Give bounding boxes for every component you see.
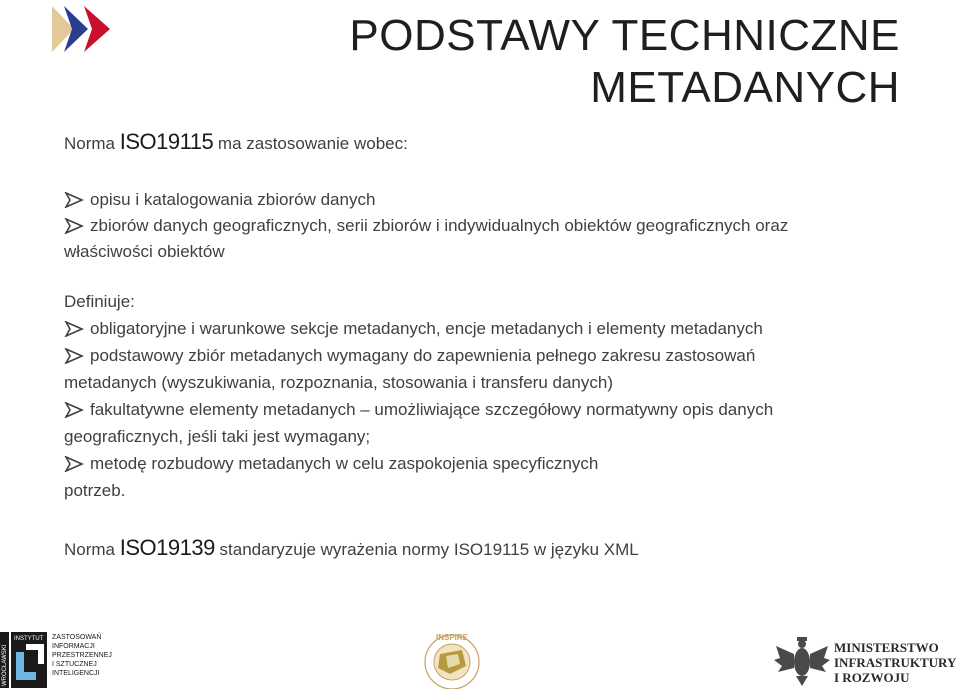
standard-iso19115: ISO19115 [119,129,214,154]
title-line-1: PODSTAWY TECHNICZNE [349,11,900,60]
svg-text:I SZTUCZNEJ: I SZTUCZNEJ [52,661,97,668]
svg-text:INTELIGENCJI: INTELIGENCJI [52,670,100,677]
arrow-bullet-icon [64,218,84,234]
ministry-logo [774,637,957,686]
svg-text:MINISTERSTWO: MINISTERSTWO [834,640,939,655]
list-item-continuation: geograficznych, jeśli taki jest wymagany; [64,427,371,446]
page-title [349,10,900,114]
arrow-bullet-icon [64,348,84,364]
arrow-bullet-icon [64,321,84,337]
list-item: zbiorów danych geograficznych, serii zbiorów i indywidualnych obiektów geograficznych oraz [64,215,788,237]
list-item: fakultatywne elementy metadanych – umożliwiające szczegółowy normatywny opis danych [64,399,773,421]
svg-text:INFORMACJI: INFORMACJI [52,643,95,650]
svg-text:ZASTOSOWAŃ: ZASTOSOWAŃ [52,634,102,641]
inspire-logo [425,633,479,689]
svg-text:INSTYTUT: INSTYTUT [14,636,44,642]
svg-text:PRZESTRZENNEJ: PRZESTRZENNEJ [52,652,112,659]
defines-label: Definiuje: [64,292,135,311]
svg-text:INFRASTRUKTURY: INFRASTRUKTURY [834,655,957,670]
list-item: metodę rozbudowy metadanych w celu zaspokojenia specyficznych [64,453,598,475]
list-item-continuation: właściwości obiektów [64,242,225,261]
intro-line: Norma ISO19115 ma zastosowanie wobec: [64,129,408,154]
institute-logo [0,632,112,688]
footer-logos [0,624,960,689]
list-item-continuation: metadanych (wyszukiwania, rozpoznania, stosowania i transferu danych) [64,373,613,392]
svg-text:WROCŁAWSKI: WROCŁAWSKI [2,644,8,686]
standard-iso19139: ISO19139 [119,535,215,560]
arrow-bullet-icon [64,402,84,418]
svg-text:INSPIRE: INSPIRE [435,633,469,642]
arrow-bullet-icon [64,192,84,208]
outro-line: Norma ISO19139 standaryzuje wyrażenia normy ISO19115 w języku XML [64,535,639,560]
eagle-emblem-icon [774,637,830,686]
brand-chevron-icon [50,4,116,54]
list-item: opisu i katalogowania zbiorów danych [64,189,375,211]
arrow-bullet-icon [64,456,84,472]
title-line-2: METADANYCH [590,63,900,112]
list-item: obligatoryjne i warunkowe sekcje metadanych, encje metadanych i elementy metadanych [64,318,763,340]
list-item-continuation: potrzeb. [64,481,126,500]
svg-text:I ROZWOJU: I ROZWOJU [834,670,910,685]
list-item: podstawowy zbiór metadanych wymagany do zapewnienia pełnego zakresu zastosowań [64,345,755,367]
